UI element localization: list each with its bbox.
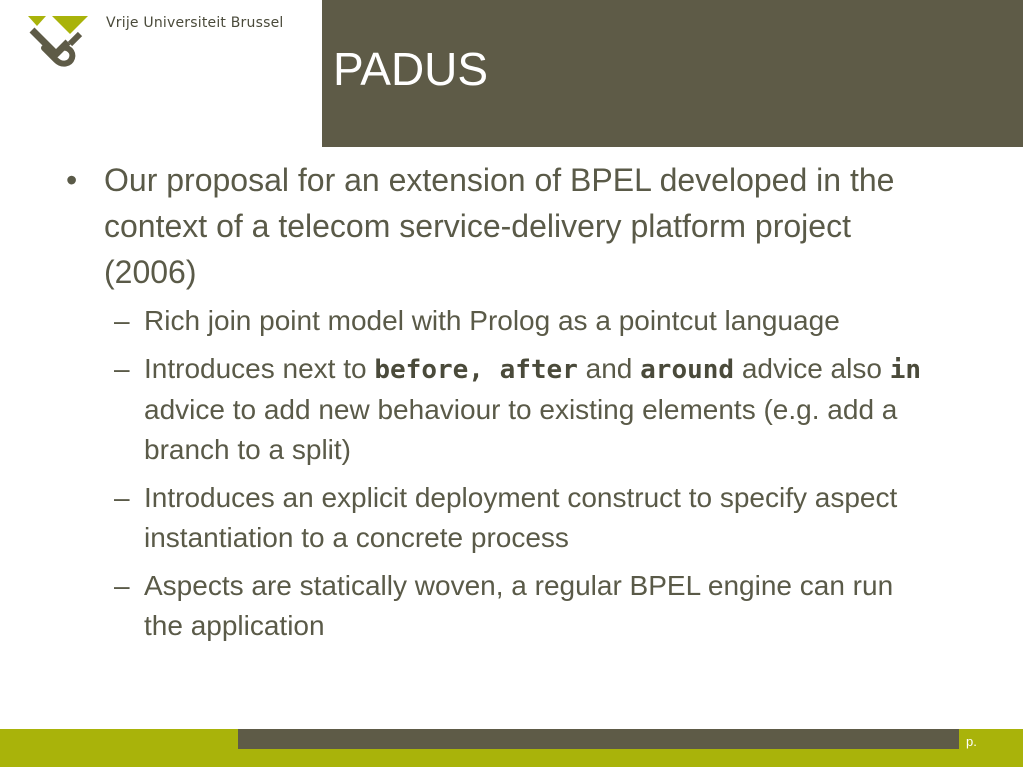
sub-bullet-2-text-part1: Introduces next to	[144, 353, 375, 384]
title-bar	[322, 0, 1023, 147]
sub-bullet-3	[60, 478, 932, 558]
footer-dark-bar	[238, 729, 959, 749]
sub-bullet-1	[60, 301, 932, 341]
university-name: Vrije Universiteit Brussel	[106, 15, 284, 31]
dash-marker: –	[114, 482, 130, 513]
page-number-label: p.	[966, 734, 977, 749]
sub-bullet-4	[60, 566, 932, 646]
keyword-in: in	[889, 355, 922, 385]
bullet-marker: •	[66, 162, 78, 198]
sub-bullet-2	[60, 349, 932, 470]
dash-marker: –	[114, 570, 130, 601]
keyword-around: around	[640, 355, 735, 385]
sub-bullet-2-text-part2: and	[577, 353, 641, 384]
sub-bullet-2-text-part3: advice also	[734, 353, 890, 384]
dash-marker: –	[114, 353, 130, 384]
slide-title: PADUS	[333, 43, 489, 95]
slide-content	[60, 157, 960, 654]
sub-bullet-2-text-part4: advice to add new behaviour to existing elements (e.g. add a branch to a split)	[144, 394, 898, 465]
main-bullet-text: Our proposal for an extension of BPEL developed in the context of a telecom service-delivery platform project (2006)	[104, 162, 895, 290]
keyword-before-after: before, after	[374, 355, 578, 385]
sub-bullet-4-text: Aspects are statically woven, a regular BPEL engine can run the application	[144, 570, 894, 641]
sub-bullet-3-text: Introduces an explicit deployment construct to specify aspect instantiation to a concrete process	[144, 482, 898, 553]
main-bullet	[60, 157, 950, 295]
sub-bullet-1-text: Rich join point model with Prolog as a pointcut language	[144, 305, 840, 336]
vub-logo-icon	[26, 14, 90, 72]
dash-marker: –	[114, 305, 130, 336]
sub-bullet-list	[60, 301, 960, 646]
